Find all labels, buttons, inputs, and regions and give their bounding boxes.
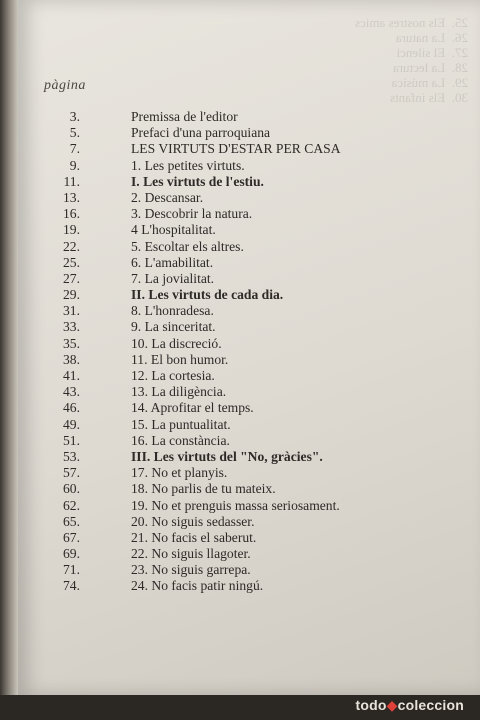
toc-entry-title: 24. No facis patir ningú.: [131, 578, 264, 594]
toc-page-number: 43.: [63, 384, 80, 400]
toc-row: [18, 158, 480, 174]
toc-row: [18, 546, 480, 562]
toc-row: [18, 352, 480, 368]
toc-row: [18, 190, 480, 206]
toc-page-number: 71.: [63, 562, 80, 578]
toc-entry-title: 15. La puntualitat.: [131, 416, 231, 432]
toc-page-number: 35.: [63, 335, 80, 351]
toc-row: [18, 530, 480, 546]
toc-page-number: 57.: [63, 465, 80, 481]
toc-section-heading: I. Les virtuts de l'estiu.: [131, 173, 264, 189]
toc-page-number: 5.: [69, 125, 80, 141]
toc-entry-title: 21. No facis el saberut.: [131, 529, 257, 545]
toc-row: [18, 109, 480, 125]
toc-entry-title: 5. Escoltar els altres.: [131, 238, 244, 254]
watermark-dot-icon: ◆: [386, 697, 398, 713]
toc-row: [18, 303, 480, 319]
toc-page-number: 60.: [63, 481, 80, 497]
toc-entry-title: 11. El bon humor.: [131, 351, 229, 367]
toc-entry-title: Prefaci d'una parroquiana: [131, 125, 271, 141]
toc-page-number: 9.: [69, 157, 80, 173]
toc-entry-title: 2. Descansar.: [131, 189, 204, 205]
watermark-prefix: todo: [355, 697, 387, 713]
toc-row: [18, 465, 480, 481]
toc-section-heading: II. Les virtuts de cada dia.: [131, 287, 284, 303]
toc-entry-title: 7. La jovialitat.: [131, 270, 215, 286]
toc-row: [18, 271, 480, 287]
toc-page-number: 33.: [63, 319, 80, 335]
toc-entry-title: Premissa de l'editor: [131, 109, 238, 124]
toc-row: [18, 514, 480, 530]
toc-page-number: 16.: [63, 206, 80, 222]
toc-row: [18, 141, 480, 157]
toc-page-number: 11.: [63, 173, 80, 189]
toc-row: [18, 433, 480, 449]
toc-row: [18, 400, 480, 416]
toc-entry-title: 12. La cortesia.: [131, 368, 215, 383]
toc-entry-title: 8. L'honradesa.: [131, 303, 214, 319]
toc-entry-title: 4 L'hospitalitat.: [131, 222, 216, 238]
page-column-heading: pàgina: [44, 78, 86, 93]
toc-page-number: 38.: [63, 351, 80, 367]
toc-page-number: 7.: [69, 141, 80, 157]
toc-entry-title: 10. La discreció.: [131, 335, 222, 351]
toc-entry-title: 19. No et prenguis massa seriosament.: [131, 497, 340, 513]
toc-row: [18, 239, 480, 255]
toc-row: [18, 562, 480, 578]
toc-row: [18, 368, 480, 384]
toc-page-number: 19.: [63, 222, 80, 238]
toc-page-number: 41.: [63, 368, 80, 383]
toc-entry-title: 6. L'amabilitat.: [131, 254, 214, 270]
toc-page-number: 25.: [63, 254, 80, 270]
watermark-suffix: coleccion: [397, 697, 464, 713]
toc-page-number: 29.: [63, 287, 80, 303]
toc-page-number: 22.: [63, 238, 80, 254]
toc-row: [18, 578, 480, 594]
show-through-text: 25. Els nostres amics 26. La natura 27. El silenci 28. La lectura 29. La música 30. Els infants: [354, 15, 468, 105]
toc-page-number: 31.: [63, 303, 80, 319]
toc-row: [18, 255, 480, 271]
toc-entry-title: 13. La diligència.: [131, 384, 227, 400]
toc-row: [18, 498, 480, 514]
toc-row: [18, 417, 480, 433]
toc-page-number: 65.: [63, 513, 80, 529]
toc-row: [18, 125, 480, 141]
toc-entry-title: 17. No et planyis.: [131, 465, 228, 481]
toc-page-number: 46.: [63, 400, 80, 416]
toc-row: [18, 174, 480, 190]
toc-page-number: 49.: [63, 416, 80, 432]
toc-entry-title: 20. No siguis sedasser.: [131, 513, 255, 529]
toc-entry-title: 3. Descobrir la natura.: [131, 206, 253, 222]
toc-entry-title: 22. No siguis llagoter.: [131, 546, 251, 562]
toc-page-number: 74.: [63, 578, 80, 594]
toc-page-number: 67.: [63, 529, 80, 545]
toc-entry-title: 23. No siguis garrepa.: [131, 562, 251, 578]
toc-page-number: 53.: [63, 448, 80, 464]
watermark-logo: [356, 697, 464, 714]
toc-page-number: 62.: [63, 497, 80, 513]
toc-page-number: 27.: [63, 270, 80, 286]
toc-section-heading: III. Les virtuts del "No, gràcies".: [131, 448, 323, 464]
toc-page-number: 51.: [63, 432, 80, 448]
toc-row: [18, 336, 480, 352]
toc-entry-title: 18. No parlis de tu mateix.: [131, 481, 276, 497]
toc-page-number: 3.: [69, 109, 80, 124]
toc-row: [18, 319, 480, 335]
toc-entry-title: 14. Aprofitar el temps.: [131, 400, 254, 416]
toc-entry-title: 9. La sinceritat.: [131, 319, 216, 335]
toc-entry-title: 16. La constància.: [131, 432, 230, 448]
toc-entry-title: LES VIRTUTS D'ESTAR PER CASA: [131, 141, 341, 157]
toc-page-number: 69.: [63, 546, 80, 562]
toc-page-number: 13.: [63, 189, 80, 205]
book-page: [18, 0, 480, 695]
toc-row: [18, 481, 480, 497]
toc-row: [18, 449, 480, 465]
toc-row: [18, 384, 480, 400]
toc-row: [18, 222, 480, 238]
toc-entry-title: 1. Les petites virtuts.: [131, 157, 245, 173]
toc-row: [18, 287, 480, 303]
toc-row: [18, 206, 480, 222]
table-of-contents: [18, 109, 480, 595]
